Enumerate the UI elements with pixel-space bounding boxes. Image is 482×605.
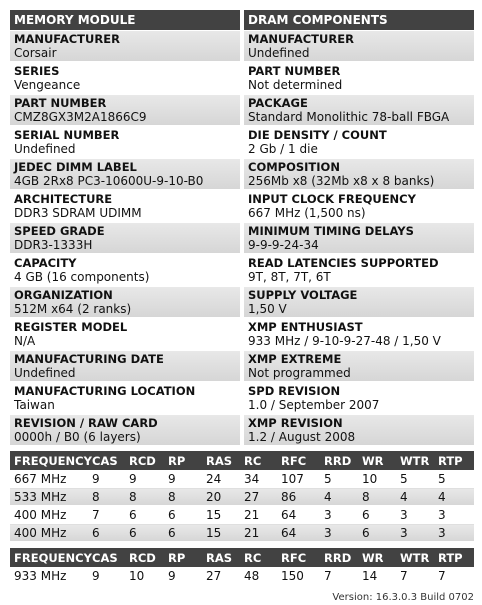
- right-info-row: [244, 351, 474, 381]
- right-info-row: [244, 127, 474, 157]
- field-value: 1.0 / September 2007: [248, 398, 380, 412]
- table-cell: 6: [125, 524, 164, 542]
- table-row: [10, 567, 474, 585]
- table-cell: 107: [277, 470, 320, 488]
- table-cell: 10: [358, 470, 396, 488]
- left-info-row: [10, 383, 240, 413]
- table-cell: 9: [88, 567, 125, 585]
- right-info-row: [244, 287, 474, 317]
- field-value: Corsair: [14, 46, 57, 60]
- field-label: SPEED GRADE: [14, 224, 105, 238]
- field-label: COMPOSITION: [248, 160, 340, 174]
- field-label: MANUFACTURER: [14, 32, 120, 46]
- column-header: FREQUENCY: [10, 451, 88, 470]
- column-header: RP: [164, 451, 202, 470]
- table-cell: 6: [164, 506, 202, 524]
- field-value: 9-9-9-24-34: [248, 238, 319, 252]
- table-cell: 4: [396, 488, 434, 506]
- table-cell: 8: [164, 488, 202, 506]
- right-info-row: [244, 415, 474, 445]
- table-row: [10, 506, 474, 524]
- field-label: ORGANIZATION: [14, 288, 113, 302]
- field-label: ARCHITECTURE: [14, 192, 113, 206]
- table-row: [10, 524, 474, 542]
- column-header: CAS: [88, 451, 125, 470]
- column-header: FREQUENCY: [10, 548, 88, 567]
- field-value: 4 GB (16 components): [14, 270, 150, 284]
- field-value: CMZ8GX3M2A1866C9: [14, 110, 147, 124]
- right-info-row: [244, 255, 474, 285]
- table-cell: 9: [164, 567, 202, 585]
- left-info-row: [10, 319, 240, 349]
- right-info-row: [244, 223, 474, 253]
- field-label: MANUFACTURER: [248, 32, 354, 46]
- field-label: SERIAL NUMBER: [14, 128, 120, 142]
- table-cell: 14: [358, 567, 396, 585]
- table-cell: 5: [396, 470, 434, 488]
- column-header: RP: [164, 548, 202, 567]
- column-header: WTR: [396, 451, 434, 470]
- left-info-row: [10, 415, 240, 445]
- dram-components-section: [244, 10, 474, 447]
- table-cell: 4: [434, 488, 474, 506]
- table-cell: 24: [202, 470, 240, 488]
- column-header: RRD: [320, 548, 358, 567]
- field-label: PART NUMBER: [248, 64, 341, 78]
- spd-report: [10, 10, 474, 585]
- left-info-row: [10, 127, 240, 157]
- table-cell: 15: [202, 524, 240, 542]
- column-header: CAS: [88, 548, 125, 567]
- table-cell: 400 MHz: [10, 524, 88, 542]
- field-value: 1,50 V: [248, 302, 287, 316]
- field-label: MANUFACTURING LOCATION: [14, 384, 196, 398]
- right-info-row: [244, 191, 474, 221]
- field-label: SPD REVISION: [248, 384, 341, 398]
- left-info-row: [10, 223, 240, 253]
- xmp-timings-table: [10, 548, 474, 585]
- table-cell: 9: [164, 470, 202, 488]
- table-cell: 64: [277, 524, 320, 542]
- table-cell: 10: [125, 567, 164, 585]
- field-label: XMP EXTREME: [248, 352, 342, 366]
- field-label: INPUT CLOCK FREQUENCY: [248, 192, 416, 206]
- column-header: RAS: [202, 548, 240, 567]
- field-label: DIE DENSITY / COUNT: [248, 128, 387, 142]
- version-label: Version: 16.3.0.3 Build 0702: [332, 592, 474, 603]
- table-cell: 3: [434, 506, 474, 524]
- field-label: SUPPLY VOLTAGE: [248, 288, 358, 302]
- column-header: RC: [240, 451, 277, 470]
- table-cell: 3: [320, 506, 358, 524]
- field-label: REGISTER MODEL: [14, 320, 128, 334]
- table-cell: 3: [434, 524, 474, 542]
- field-value: Not determined: [248, 78, 343, 92]
- column-header: RCD: [125, 548, 164, 567]
- table-cell: 15: [202, 506, 240, 524]
- table-cell: 21: [240, 524, 277, 542]
- table-cell: 6: [358, 524, 396, 542]
- column-header: WR: [358, 548, 396, 567]
- right-info-row: [244, 319, 474, 349]
- table-cell: 667 MHz: [10, 470, 88, 488]
- table-cell: 8: [88, 488, 125, 506]
- field-value: 667 MHz (1,500 ns): [248, 206, 366, 220]
- field-value: 2 Gb / 1 die: [248, 142, 318, 156]
- xmp-header-row: [10, 548, 474, 567]
- column-header: WR: [358, 451, 396, 470]
- field-value: DDR3-1333H: [14, 238, 93, 252]
- field-value: 0000h / B0 (6 layers): [14, 430, 141, 444]
- field-value: Taiwan: [14, 398, 55, 412]
- field-value: 512M x64 (2 ranks): [14, 302, 132, 316]
- table-cell: 9: [88, 470, 125, 488]
- field-label: CAPACITY: [14, 256, 77, 270]
- table-cell: 27: [240, 488, 277, 506]
- table-cell: 34: [240, 470, 277, 488]
- table-cell: 5: [320, 470, 358, 488]
- table-cell: 6: [125, 506, 164, 524]
- table-cell: 27: [202, 567, 240, 585]
- table-row: [10, 488, 474, 506]
- field-value: 4GB 2Rx8 PC3-10600U-9-10-B0: [14, 174, 204, 188]
- table-cell: 8: [125, 488, 164, 506]
- table-cell: 150: [277, 567, 320, 585]
- table-row: [10, 470, 474, 488]
- memory-module-header: MEMORY MODULE: [10, 10, 240, 30]
- right-info-row: [244, 159, 474, 189]
- table-cell: 3: [320, 524, 358, 542]
- right-info-row: [244, 31, 474, 61]
- column-header: RFC: [277, 451, 320, 470]
- right-info-row: [244, 95, 474, 125]
- left-info-row: [10, 255, 240, 285]
- field-label: MINIMUM TIMING DELAYS: [248, 224, 414, 238]
- field-label: PART NUMBER: [14, 96, 107, 110]
- table-cell: 20: [202, 488, 240, 506]
- field-label: PACKAGE: [248, 96, 308, 110]
- table-cell: 7: [396, 567, 434, 585]
- field-label: REVISION / RAW CARD: [14, 416, 158, 430]
- table-cell: 8: [358, 488, 396, 506]
- right-info-row: [244, 383, 474, 413]
- table-cell: 6: [88, 524, 125, 542]
- memory-module-section: [10, 10, 240, 447]
- field-label: READ LATENCIES SUPPORTED: [248, 256, 439, 270]
- table-cell: 3: [396, 524, 434, 542]
- table-cell: 7: [88, 506, 125, 524]
- left-info-row: [10, 95, 240, 125]
- table-cell: 933 MHz: [10, 567, 88, 585]
- column-header: RC: [240, 548, 277, 567]
- field-label: MANUFACTURING DATE: [14, 352, 164, 366]
- table-cell: 48: [240, 567, 277, 585]
- field-label: XMP REVISION: [248, 416, 343, 430]
- table-cell: 5: [434, 470, 474, 488]
- dram-components-header: DRAM COMPONENTS: [244, 10, 474, 30]
- table-cell: 6: [358, 506, 396, 524]
- field-value: Undefined: [14, 366, 76, 380]
- timings-header-row: [10, 451, 474, 470]
- table-cell: 7: [320, 567, 358, 585]
- field-value: 933 MHz / 9-10-9-27-48 / 1,50 V: [248, 334, 441, 348]
- left-info-row: [10, 31, 240, 61]
- column-header: WTR: [396, 548, 434, 567]
- left-info-row: [10, 287, 240, 317]
- table-cell: 9: [125, 470, 164, 488]
- field-label: JEDEC DIMM LABEL: [14, 160, 137, 174]
- column-header: RCD: [125, 451, 164, 470]
- column-header: RFC: [277, 548, 320, 567]
- field-value: Not programmed: [248, 366, 351, 380]
- table-cell: 6: [164, 524, 202, 542]
- column-header: RTP: [434, 548, 474, 567]
- info-columns: [10, 10, 474, 447]
- field-value: Undefined: [14, 142, 76, 156]
- field-label: SERIES: [14, 64, 60, 78]
- field-value: N/A: [14, 334, 36, 348]
- table-cell: 7: [434, 567, 474, 585]
- field-value: 9T, 8T, 7T, 6T: [248, 270, 331, 284]
- jedec-timings-table: [10, 451, 474, 542]
- field-label: XMP ENTHUSIAST: [248, 320, 363, 334]
- right-info-row: [244, 63, 474, 93]
- table-cell: 64: [277, 506, 320, 524]
- field-value: 1.2 / August 2008: [248, 430, 356, 444]
- table-cell: 533 MHz: [10, 488, 88, 506]
- table-cell: 86: [277, 488, 320, 506]
- field-value: Vengeance: [14, 78, 81, 92]
- table-cell: 4: [320, 488, 358, 506]
- field-value: Undefined: [248, 46, 310, 60]
- table-cell: 3: [396, 506, 434, 524]
- table-cell: 21: [240, 506, 277, 524]
- field-value: DDR3 SDRAM UDIMM: [14, 206, 142, 220]
- column-header: RAS: [202, 451, 240, 470]
- left-info-row: [10, 63, 240, 93]
- field-value: 256Mb x8 (32Mb x8 x 8 banks): [248, 174, 435, 188]
- column-header: RRD: [320, 451, 358, 470]
- left-info-row: [10, 191, 240, 221]
- table-cell: 400 MHz: [10, 506, 88, 524]
- field-value: Standard Monolithic 78-ball FBGA: [248, 110, 450, 124]
- column-header: RTP: [434, 451, 474, 470]
- left-info-row: [10, 351, 240, 381]
- left-info-row: [10, 159, 240, 189]
